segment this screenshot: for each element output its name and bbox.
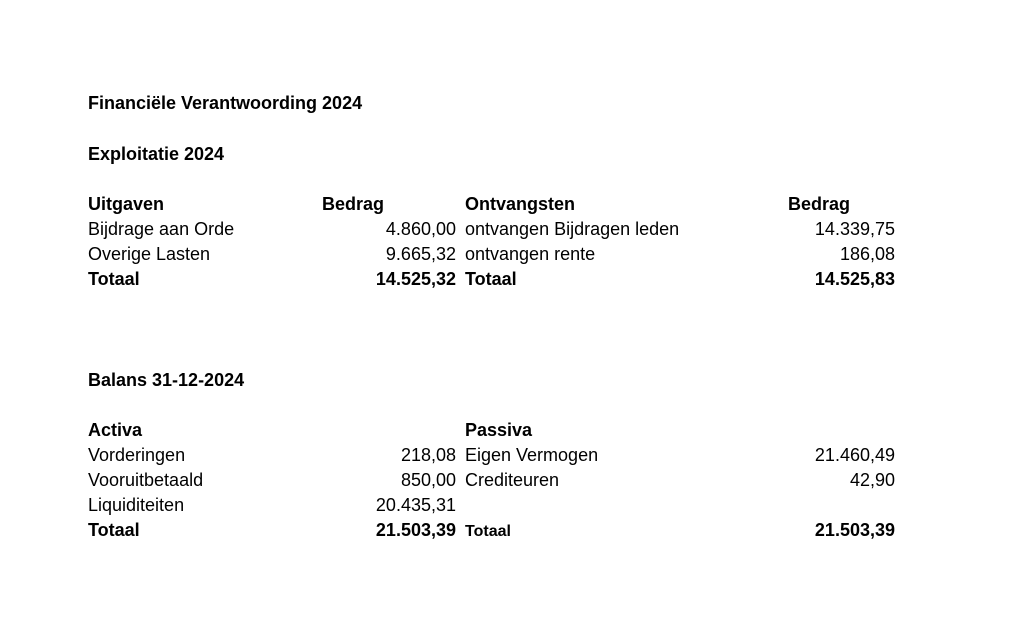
exploitatie-totaal-left-amount: 14.525,32: [375, 269, 456, 289]
exploitatie-totaal-right-label: Totaal: [465, 269, 517, 289]
balans-totaal-right-label: Totaal: [465, 523, 511, 540]
page-title: Financiële Verantwoording 2024: [88, 93, 363, 113]
uitgaven-row-amount: 9.665,32: [385, 244, 456, 264]
balans-totaal-right-amount: 21.503,39: [814, 520, 895, 540]
activa-row-amount: 218,08: [400, 445, 456, 465]
exploitatie-totaal-left-label: Totaal: [88, 269, 140, 289]
balans-heading: Balans 31-12-2024: [88, 370, 245, 390]
exploitatie-totaal-right-amount: 14.525,83: [814, 269, 895, 289]
activa-row-amount: 20.435,31: [375, 495, 456, 515]
ontvangsten-header: Ontvangsten: [465, 194, 576, 214]
passiva-row-amount: 42,90: [849, 470, 895, 490]
bedrag-header-right: Bedrag: [787, 194, 850, 214]
passiva-row-label: Crediteuren: [465, 470, 560, 490]
ontvangsten-row-amount: 186,08: [839, 244, 895, 264]
ontvangsten-row-label: ontvangen rente: [465, 244, 596, 264]
bedrag-header-left: Bedrag: [321, 194, 384, 214]
exploitatie-heading: Exploitatie 2024: [88, 144, 225, 164]
uitgaven-header: Uitgaven: [88, 194, 165, 214]
passiva-header: Passiva: [465, 420, 533, 440]
balans-totaal-left-amount: 21.503,39: [375, 520, 456, 540]
activa-row-label: Liquiditeiten: [88, 495, 185, 515]
uitgaven-row-amount: 4.860,00: [385, 219, 456, 239]
passiva-row-label: Eigen Vermogen: [465, 445, 599, 465]
activa-row-label: Vorderingen: [88, 445, 186, 465]
balans-totaal-left-label: Totaal: [88, 520, 140, 540]
ontvangsten-row-amount: 14.339,75: [814, 219, 895, 239]
uitgaven-row-label: Overige Lasten: [88, 244, 211, 264]
activa-header: Activa: [88, 420, 143, 440]
passiva-row-amount: 21.460,49: [814, 445, 895, 465]
ontvangsten-row-label: ontvangen Bijdragen leden: [465, 219, 680, 239]
activa-row-label: Vooruitbetaald: [88, 470, 204, 490]
uitgaven-row-label: Bijdrage aan Orde: [88, 219, 235, 239]
activa-row-amount: 850,00: [400, 470, 456, 490]
